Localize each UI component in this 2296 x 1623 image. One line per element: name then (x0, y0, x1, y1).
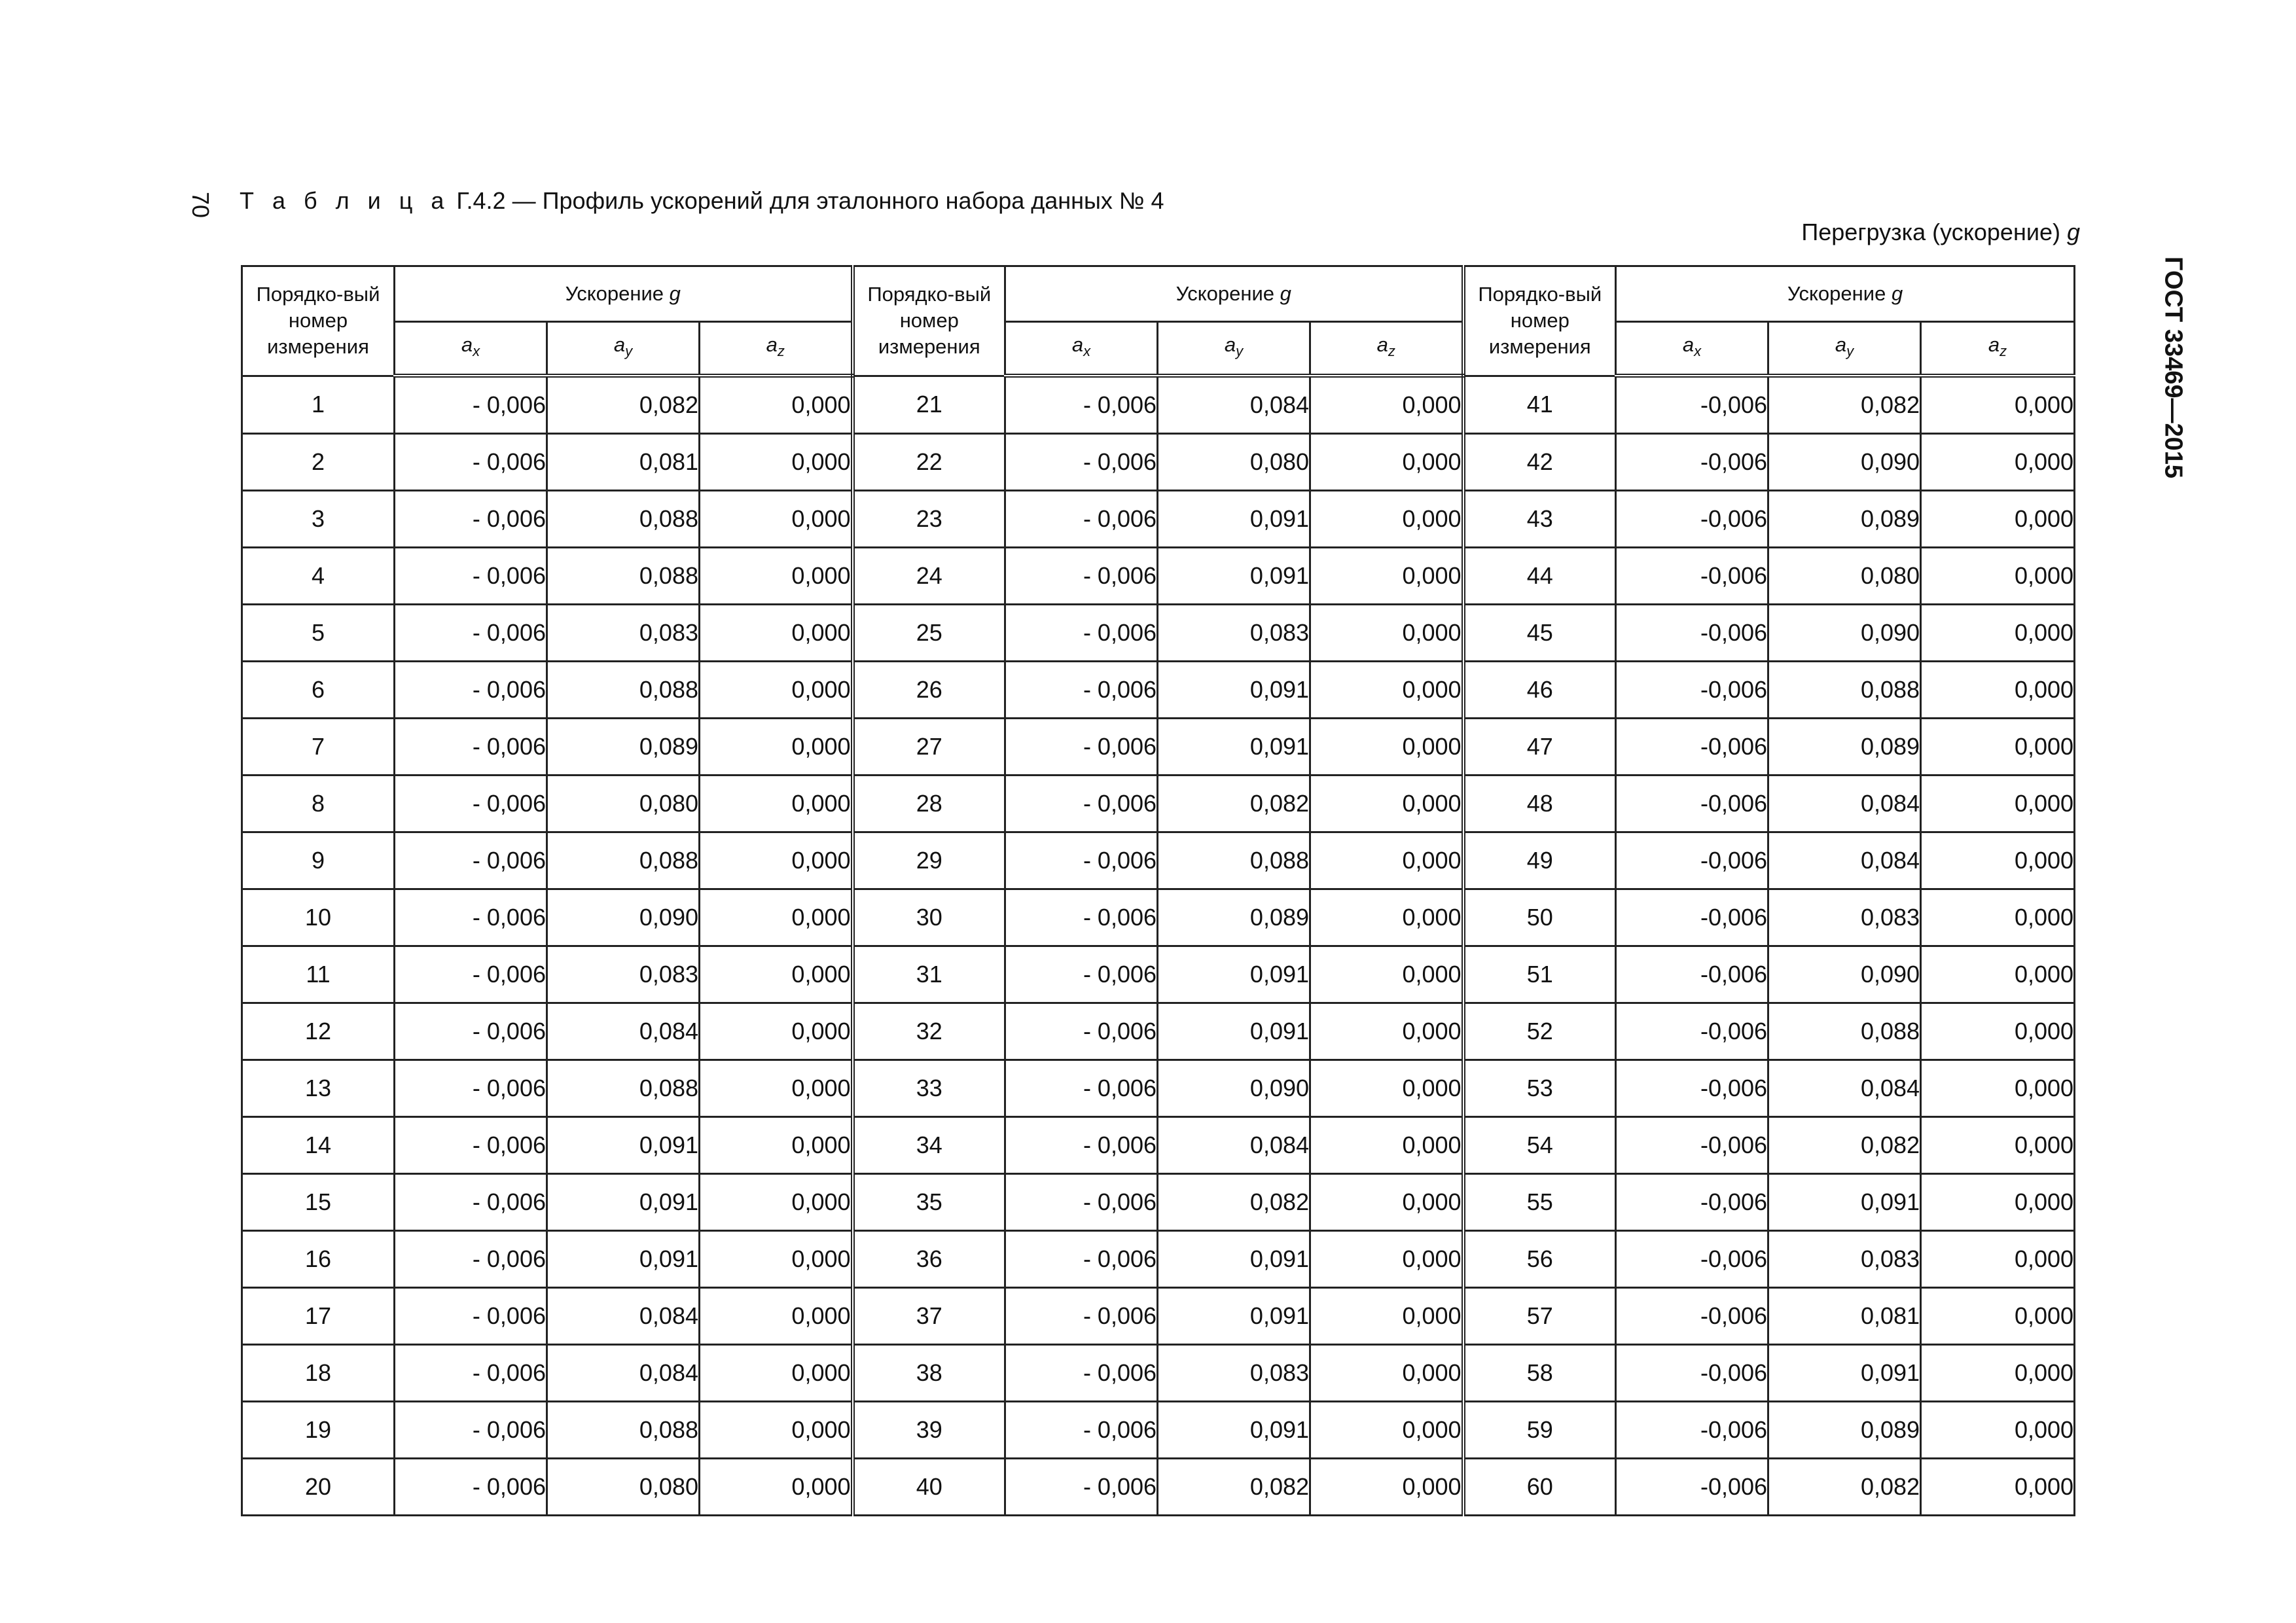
table-row (242, 1117, 2075, 1174)
document-code: ГОСТ 33469—2015 (2159, 256, 2187, 479)
header-ay: $a_y$ (1158, 322, 1310, 376)
measurement-number-cell: 13 (242, 1060, 395, 1117)
acceleration-az-cell: 0,000 (1921, 776, 2075, 832)
acceleration-az-cell: 0,000 (700, 1117, 853, 1174)
measurement-number-cell: 51 (1463, 946, 1616, 1003)
table-body (242, 376, 2075, 1516)
header-acceleration-label: Ускорение (1175, 282, 1275, 305)
acceleration-az-cell: 0,000 (1310, 889, 1463, 946)
measurement-number-cell: 27 (853, 719, 1005, 776)
acceleration-ax-cell: - 0,006 (1005, 1231, 1158, 1288)
acceleration-ax-cell: - 0,006 (1005, 1003, 1158, 1060)
acceleration-ay-cell: 0,088 (1768, 1003, 1921, 1060)
acceleration-ax-cell: - 0,006 (395, 776, 547, 832)
measurement-number-cell: 25 (853, 605, 1005, 662)
acceleration-ay-cell: 0,091 (1768, 1174, 1921, 1231)
acceleration-ax-cell: - 0,006 (395, 889, 547, 946)
acceleration-ax-cell: - 0,006 (395, 1402, 547, 1459)
acceleration-ay-cell: 0,084 (1768, 832, 1921, 889)
measurement-number-cell: 32 (853, 1003, 1005, 1060)
measurement-number-cell: 4 (242, 548, 395, 605)
table-row (242, 719, 2075, 776)
acceleration-az-cell: 0,000 (700, 1003, 853, 1060)
acceleration-az-cell: 0,000 (1921, 946, 2075, 1003)
measurement-number-cell: 2 (242, 434, 395, 491)
acceleration-ax-cell: - 0,006 (1005, 719, 1158, 776)
acceleration-az-cell: 0,000 (1921, 1402, 2075, 1459)
measurement-number-cell: 36 (853, 1231, 1005, 1288)
acceleration-az-cell: 0,000 (1310, 832, 1463, 889)
measurement-number-cell: 24 (853, 548, 1005, 605)
acceleration-az-cell: 0,000 (1310, 1231, 1463, 1288)
acceleration-ay-cell: 0,082 (1158, 1174, 1310, 1231)
acceleration-ax-cell: -0,006 (1616, 491, 1768, 548)
measurement-number-cell: 50 (1463, 889, 1616, 946)
acceleration-ax-cell: - 0,006 (1005, 889, 1158, 946)
measurement-number-cell: 49 (1463, 832, 1616, 889)
acceleration-ay-cell: 0,083 (547, 946, 700, 1003)
measurement-number-cell: 52 (1463, 1003, 1616, 1060)
header-acceleration-group (1616, 266, 2075, 322)
acceleration-ax-cell: -0,006 (1616, 776, 1768, 832)
acceleration-az-cell: 0,000 (1310, 719, 1463, 776)
acceleration-ay-cell: 0,083 (1768, 1231, 1921, 1288)
measurement-number-cell: 45 (1463, 605, 1616, 662)
acceleration-az-cell: 0,000 (700, 946, 853, 1003)
acceleration-ay-cell: 0,090 (1768, 946, 1921, 1003)
acceleration-ax-cell: - 0,006 (395, 1288, 547, 1345)
acceleration-az-cell: 0,000 (1921, 889, 2075, 946)
acceleration-ay-cell: 0,084 (1768, 776, 1921, 832)
acceleration-ax-cell: - 0,006 (1005, 1288, 1158, 1345)
units-note-text: Перегрузка (ускорение) (1801, 219, 2060, 245)
acceleration-ay-cell: 0,081 (1768, 1288, 1921, 1345)
acceleration-az-cell: 0,000 (1921, 1288, 2075, 1345)
measurement-number-cell: 57 (1463, 1288, 1616, 1345)
acceleration-ax-cell: -0,006 (1616, 662, 1768, 719)
table-row (242, 1231, 2075, 1288)
acceleration-table (241, 265, 2075, 1516)
table-row (242, 605, 2075, 662)
acceleration-ay-cell: 0,089 (1768, 1402, 1921, 1459)
acceleration-az-cell: 0,000 (700, 1402, 853, 1459)
acceleration-ay-cell: 0,080 (1768, 548, 1921, 605)
table-row (242, 1003, 2075, 1060)
acceleration-ay-cell: 0,082 (1768, 376, 1921, 434)
table-header (242, 266, 2075, 376)
measurement-number-cell: 14 (242, 1117, 395, 1174)
measurement-number-cell: 8 (242, 776, 395, 832)
acceleration-az-cell: 0,000 (1310, 1345, 1463, 1402)
measurement-number-cell: 56 (1463, 1231, 1616, 1288)
acceleration-ax-cell: - 0,006 (395, 1060, 547, 1117)
measurement-number-cell: 21 (853, 376, 1005, 434)
acceleration-ay-cell: 0,083 (547, 605, 700, 662)
acceleration-ay-cell: 0,084 (547, 1003, 700, 1060)
acceleration-az-cell: 0,000 (1921, 1060, 2075, 1117)
header-acceleration-label: Ускорение (565, 282, 664, 305)
header-acceleration-label: Ускорение (1787, 282, 1886, 305)
table-row (242, 889, 2075, 946)
acceleration-ax-cell: - 0,006 (1005, 1402, 1158, 1459)
table-row (242, 548, 2075, 605)
acceleration-ay-cell: 0,091 (1158, 491, 1310, 548)
acceleration-az-cell: 0,000 (1921, 434, 2075, 491)
header-number-column: Порядко-вый номер измерения (1463, 266, 1616, 376)
table-title-label: Т а б л и ц а (240, 187, 450, 214)
acceleration-az-cell: 0,000 (1921, 832, 2075, 889)
table-row (242, 1345, 2075, 1402)
acceleration-ay-cell: 0,084 (1158, 376, 1310, 434)
acceleration-ay-cell: 0,088 (1158, 832, 1310, 889)
acceleration-ax-cell: -0,006 (1616, 1402, 1768, 1459)
acceleration-az-cell: 0,000 (700, 889, 853, 946)
acceleration-ax-cell: - 0,006 (395, 1003, 547, 1060)
acceleration-az-cell: 0,000 (1921, 1174, 2075, 1231)
acceleration-ax-cell: - 0,006 (1005, 1459, 1158, 1516)
acceleration-az-cell: 0,000 (700, 1060, 853, 1117)
acceleration-az-cell: 0,000 (700, 1459, 853, 1516)
table-row (242, 832, 2075, 889)
table-title-text: Г.4.2 — Профиль ускорений для эталонного набора данных № 4 (456, 187, 1164, 214)
measurement-number-cell: 11 (242, 946, 395, 1003)
acceleration-ay-cell: 0,083 (1158, 1345, 1310, 1402)
acceleration-ay-cell: 0,091 (547, 1117, 700, 1174)
acceleration-ay-cell: 0,080 (547, 1459, 700, 1516)
acceleration-ax-cell: - 0,006 (395, 605, 547, 662)
measurement-number-cell: 12 (242, 1003, 395, 1060)
table-row (242, 1402, 2075, 1459)
measurement-number-cell: 48 (1463, 776, 1616, 832)
acceleration-ay-cell: 0,082 (547, 376, 700, 434)
acceleration-ay-cell: 0,091 (1158, 946, 1310, 1003)
acceleration-ax-cell: - 0,006 (1005, 1060, 1158, 1117)
table-row (242, 491, 2075, 548)
acceleration-ay-cell: 0,082 (1158, 1459, 1310, 1516)
acceleration-az-cell: 0,000 (700, 719, 853, 776)
measurement-number-cell: 1 (242, 376, 395, 434)
acceleration-ax-cell: -0,006 (1616, 1117, 1768, 1174)
acceleration-ay-cell: 0,084 (547, 1288, 700, 1345)
measurement-number-cell: 33 (853, 1060, 1005, 1117)
acceleration-ay-cell: 0,090 (1768, 605, 1921, 662)
header-number-column: Порядко-вый номер измерения (242, 266, 395, 376)
acceleration-az-cell: 0,000 (1310, 1174, 1463, 1231)
acceleration-ay-cell: 0,090 (1158, 1060, 1310, 1117)
measurement-number-cell: 19 (242, 1402, 395, 1459)
acceleration-ax-cell: - 0,006 (1005, 662, 1158, 719)
measurement-number-cell: 10 (242, 889, 395, 946)
acceleration-ay-cell: 0,091 (547, 1174, 700, 1231)
acceleration-az-cell: 0,000 (1310, 1060, 1463, 1117)
measurement-number-cell: 30 (853, 889, 1005, 946)
header-az: $a_z$ (1921, 322, 2075, 376)
acceleration-ay-cell: 0,091 (1158, 1003, 1310, 1060)
acceleration-az-cell: 0,000 (700, 832, 853, 889)
acceleration-ay-cell: 0,084 (1768, 1060, 1921, 1117)
acceleration-ay-cell: 0,090 (1768, 434, 1921, 491)
measurement-number-cell: 3 (242, 491, 395, 548)
acceleration-az-cell: 0,000 (1310, 946, 1463, 1003)
acceleration-ay-cell: 0,091 (1158, 1231, 1310, 1288)
acceleration-ax-cell: - 0,006 (395, 719, 547, 776)
measurement-number-cell: 46 (1463, 662, 1616, 719)
measurement-number-cell: 40 (853, 1459, 1005, 1516)
measurement-number-cell: 16 (242, 1231, 395, 1288)
measurement-number-cell: 9 (242, 832, 395, 889)
acceleration-az-cell: 0,000 (700, 605, 853, 662)
acceleration-az-cell: 0,000 (1310, 662, 1463, 719)
table-row (242, 776, 2075, 832)
acceleration-ay-cell: 0,088 (1768, 662, 1921, 719)
acceleration-az-cell: 0,000 (1921, 1345, 2075, 1402)
acceleration-ax-cell: - 0,006 (1005, 605, 1158, 662)
acceleration-az-cell: 0,000 (1310, 776, 1463, 832)
acceleration-ax-cell: -0,006 (1616, 1231, 1768, 1288)
acceleration-az-cell: 0,000 (1921, 376, 2075, 434)
acceleration-az-cell: 0,000 (1921, 548, 2075, 605)
acceleration-ax-cell: - 0,006 (395, 1345, 547, 1402)
acceleration-ay-cell: 0,088 (547, 548, 700, 605)
acceleration-ay-cell: 0,083 (1768, 889, 1921, 946)
acceleration-ax-cell: - 0,006 (395, 946, 547, 1003)
acceleration-ax-cell: -0,006 (1616, 719, 1768, 776)
table-row (242, 434, 2075, 491)
acceleration-az-cell: 0,000 (1310, 1003, 1463, 1060)
acceleration-ax-cell: -0,006 (1616, 832, 1768, 889)
acceleration-ax-cell: -0,006 (1616, 889, 1768, 946)
header-ax: $a_x$ (395, 322, 547, 376)
acceleration-ax-cell: -0,006 (1616, 1459, 1768, 1516)
header-acceleration-symbol: g (669, 282, 681, 305)
table-row (242, 662, 2075, 719)
acceleration-az-cell: 0,000 (1921, 719, 2075, 776)
acceleration-ay-cell: 0,091 (1158, 1288, 1310, 1345)
acceleration-ax-cell: - 0,006 (1005, 1174, 1158, 1231)
measurement-number-cell: 5 (242, 605, 395, 662)
acceleration-ay-cell: 0,082 (1158, 776, 1310, 832)
measurement-number-cell: 44 (1463, 548, 1616, 605)
measurement-number-cell: 42 (1463, 434, 1616, 491)
units-note-symbol: g (2066, 219, 2080, 245)
acceleration-ay-cell: 0,082 (1768, 1117, 1921, 1174)
header-number-column: Порядко-вый номер измерения (853, 266, 1005, 376)
acceleration-ax-cell: - 0,006 (395, 662, 547, 719)
acceleration-ay-cell: 0,091 (1158, 548, 1310, 605)
acceleration-ay-cell: 0,082 (1768, 1459, 1921, 1516)
measurement-number-cell: 29 (853, 832, 1005, 889)
acceleration-az-cell: 0,000 (1310, 1117, 1463, 1174)
acceleration-az-cell: 0,000 (1921, 1003, 2075, 1060)
acceleration-az-cell: 0,000 (1310, 548, 1463, 605)
acceleration-ax-cell: - 0,006 (1005, 832, 1158, 889)
acceleration-ay-cell: 0,088 (547, 491, 700, 548)
acceleration-az-cell: 0,000 (1310, 376, 1463, 434)
acceleration-az-cell: 0,000 (700, 1174, 853, 1231)
acceleration-ax-cell: -0,006 (1616, 605, 1768, 662)
measurement-number-cell: 31 (853, 946, 1005, 1003)
acceleration-ay-cell: 0,088 (547, 832, 700, 889)
table-row (242, 1060, 2075, 1117)
acceleration-ax-cell: - 0,006 (1005, 376, 1158, 434)
acceleration-ay-cell: 0,089 (1158, 889, 1310, 946)
measurement-number-cell: 59 (1463, 1402, 1616, 1459)
measurement-number-cell: 28 (853, 776, 1005, 832)
measurement-number-cell: 58 (1463, 1345, 1616, 1402)
header-ay: $a_y$ (547, 322, 700, 376)
acceleration-ax-cell: -0,006 (1616, 946, 1768, 1003)
acceleration-ax-cell: -0,006 (1616, 1003, 1768, 1060)
measurement-number-cell: 37 (853, 1288, 1005, 1345)
measurement-number-cell: 53 (1463, 1060, 1616, 1117)
acceleration-ay-cell: 0,089 (1768, 719, 1921, 776)
acceleration-ax-cell: - 0,006 (395, 548, 547, 605)
acceleration-ay-cell: 0,080 (1158, 434, 1310, 491)
acceleration-ay-cell: 0,091 (1158, 719, 1310, 776)
acceleration-az-cell: 0,000 (700, 1345, 853, 1402)
measurement-number-cell: 47 (1463, 719, 1616, 776)
acceleration-ax-cell: - 0,006 (395, 491, 547, 548)
acceleration-az-cell: 0,000 (1310, 491, 1463, 548)
units-note (1801, 219, 2080, 246)
acceleration-ay-cell: 0,088 (547, 1060, 700, 1117)
header-acceleration-symbol: g (1891, 282, 1903, 305)
header-az: $a_z$ (700, 322, 853, 376)
header-ax: $a_x$ (1005, 322, 1158, 376)
measurement-number-cell: 23 (853, 491, 1005, 548)
acceleration-az-cell: 0,000 (1921, 1231, 2075, 1288)
acceleration-az-cell: 0,000 (700, 1288, 853, 1345)
acceleration-az-cell: 0,000 (1921, 605, 2075, 662)
acceleration-az-cell: 0,000 (1921, 662, 2075, 719)
acceleration-az-cell: 0,000 (700, 776, 853, 832)
acceleration-az-cell: 0,000 (1310, 605, 1463, 662)
measurement-number-cell: 34 (853, 1117, 1005, 1174)
acceleration-ay-cell: 0,084 (1158, 1117, 1310, 1174)
acceleration-ay-cell: 0,080 (547, 776, 700, 832)
acceleration-ay-cell: 0,090 (547, 889, 700, 946)
acceleration-ay-cell: 0,088 (547, 1402, 700, 1459)
table-row (242, 1288, 2075, 1345)
acceleration-ay-cell: 0,088 (547, 662, 700, 719)
acceleration-ax-cell: - 0,006 (395, 1231, 547, 1288)
acceleration-az-cell: 0,000 (700, 491, 853, 548)
measurement-number-cell: 54 (1463, 1117, 1616, 1174)
table-row (242, 376, 2075, 434)
header-acceleration-group (395, 266, 853, 322)
acceleration-ax-cell: -0,006 (1616, 1288, 1768, 1345)
acceleration-ay-cell: 0,091 (1158, 662, 1310, 719)
acceleration-az-cell: 0,000 (1310, 1459, 1463, 1516)
acceleration-ay-cell: 0,091 (547, 1231, 700, 1288)
header-acceleration-symbol: g (1280, 282, 1291, 305)
measurement-number-cell: 41 (1463, 376, 1616, 434)
measurement-number-cell: 43 (1463, 491, 1616, 548)
measurement-number-cell: 7 (242, 719, 395, 776)
acceleration-az-cell: 0,000 (700, 1231, 853, 1288)
header-az: $a_z$ (1310, 322, 1463, 376)
measurement-number-cell: 20 (242, 1459, 395, 1516)
measurement-number-cell: 15 (242, 1174, 395, 1231)
acceleration-az-cell: 0,000 (1921, 1117, 2075, 1174)
measurement-number-cell: 39 (853, 1402, 1005, 1459)
acceleration-ax-cell: -0,006 (1616, 1060, 1768, 1117)
acceleration-ay-cell: 0,084 (547, 1345, 700, 1402)
measurement-number-cell: 17 (242, 1288, 395, 1345)
acceleration-az-cell: 0,000 (700, 662, 853, 719)
header-ay: $a_y$ (1768, 322, 1921, 376)
table-title (240, 187, 1164, 215)
acceleration-ax-cell: - 0,006 (1005, 776, 1158, 832)
acceleration-ax-cell: - 0,006 (395, 1174, 547, 1231)
acceleration-ax-cell: -0,006 (1616, 548, 1768, 605)
acceleration-ax-cell: - 0,006 (395, 1459, 547, 1516)
acceleration-ay-cell: 0,091 (1768, 1345, 1921, 1402)
acceleration-ax-cell: - 0,006 (1005, 1345, 1158, 1402)
acceleration-az-cell: 0,000 (1921, 491, 2075, 548)
acceleration-ay-cell: 0,081 (547, 434, 700, 491)
measurement-number-cell: 22 (853, 434, 1005, 491)
measurement-number-cell: 18 (242, 1345, 395, 1402)
acceleration-ax-cell: - 0,006 (395, 434, 547, 491)
acceleration-az-cell: 0,000 (1921, 1459, 2075, 1516)
acceleration-az-cell: 0,000 (1310, 434, 1463, 491)
header-acceleration-group (1005, 266, 1463, 322)
acceleration-ay-cell: 0,089 (1768, 491, 1921, 548)
acceleration-az-cell: 0,000 (1310, 1288, 1463, 1345)
acceleration-ax-cell: - 0,006 (395, 376, 547, 434)
acceleration-ax-cell: -0,006 (1616, 1345, 1768, 1402)
acceleration-ax-cell: -0,006 (1616, 376, 1768, 434)
measurement-number-cell: 35 (853, 1174, 1005, 1231)
acceleration-ax-cell: -0,006 (1616, 434, 1768, 491)
acceleration-ax-cell: - 0,006 (1005, 946, 1158, 1003)
table-row (242, 1174, 2075, 1231)
acceleration-ax-cell: - 0,006 (395, 832, 547, 889)
acceleration-az-cell: 0,000 (1310, 1402, 1463, 1459)
measurement-number-cell: 55 (1463, 1174, 1616, 1231)
acceleration-az-cell: 0,000 (700, 548, 853, 605)
acceleration-ax-cell: - 0,006 (395, 1117, 547, 1174)
acceleration-ay-cell: 0,091 (1158, 1402, 1310, 1459)
acceleration-az-cell: 0,000 (700, 376, 853, 434)
table-row (242, 946, 2075, 1003)
acceleration-ax-cell: - 0,006 (1005, 434, 1158, 491)
page-number: 70 (187, 191, 215, 219)
acceleration-ay-cell: 0,089 (547, 719, 700, 776)
acceleration-ax-cell: - 0,006 (1005, 548, 1158, 605)
acceleration-az-cell: 0,000 (700, 434, 853, 491)
acceleration-ax-cell: - 0,006 (1005, 491, 1158, 548)
table-row (242, 1459, 2075, 1516)
measurement-number-cell: 38 (853, 1345, 1005, 1402)
measurement-number-cell: 26 (853, 662, 1005, 719)
acceleration-ax-cell: - 0,006 (1005, 1117, 1158, 1174)
measurement-number-cell: 6 (242, 662, 395, 719)
acceleration-ay-cell: 0,083 (1158, 605, 1310, 662)
header-ax: $a_x$ (1616, 322, 1768, 376)
acceleration-ax-cell: -0,006 (1616, 1174, 1768, 1231)
measurement-number-cell: 60 (1463, 1459, 1616, 1516)
